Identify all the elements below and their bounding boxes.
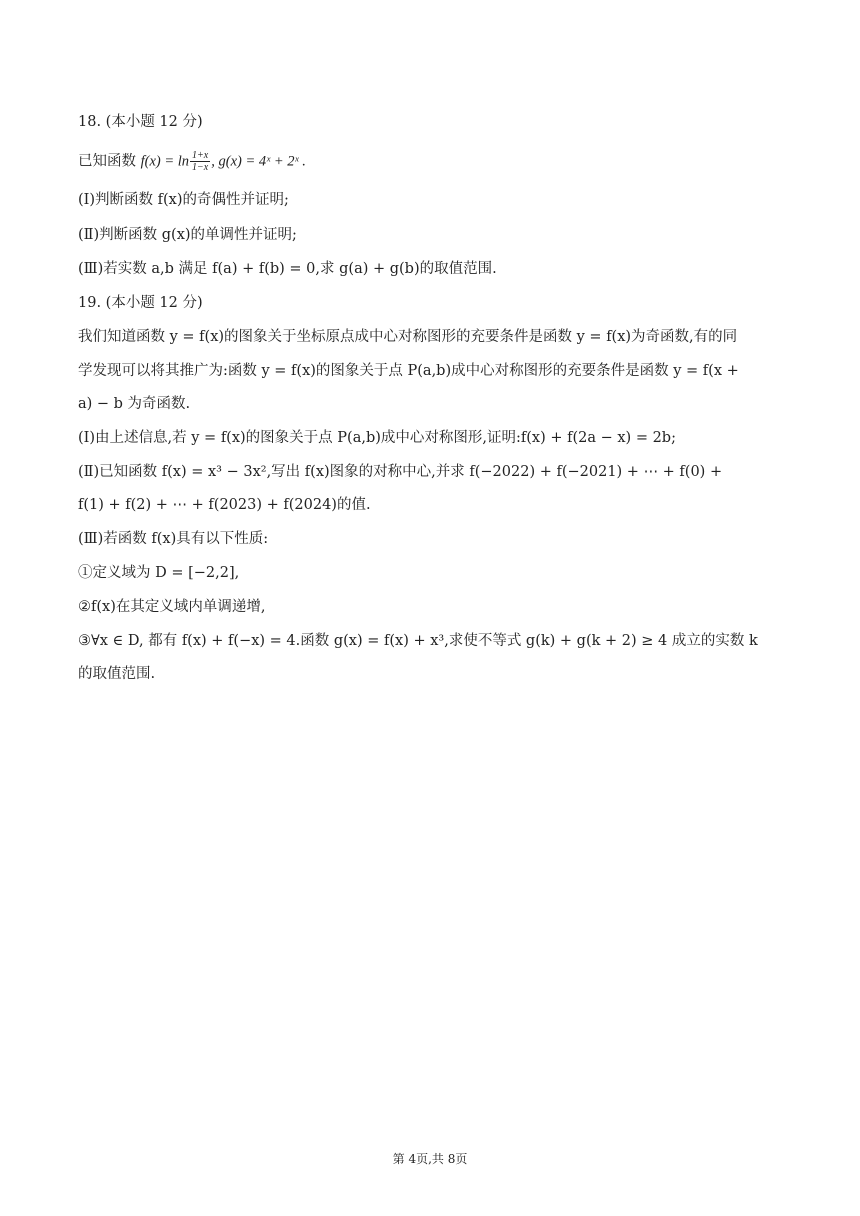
q18-fraction-denominator: 1−x	[192, 162, 209, 173]
q19-property1: ①定义域为 D = [−2,2],	[78, 565, 240, 581]
q19-part1: (Ⅰ)由上述信息,若 y = f(x)的图象关于点 P(a,b)成中心对称图形,证明:f(x) + f(2a − x) = 2b;	[78, 430, 676, 446]
q18-fraction	[190, 150, 210, 173]
q18-part2: (Ⅱ)判断函数 g(x)的单调性并证明;	[78, 227, 297, 243]
q19-part3: (Ⅲ)若函数 f(x)具有以下性质:	[78, 531, 269, 547]
q18-given-prefix: 已知函数	[78, 153, 141, 170]
q19-intro-line1: 我们知道函数 y = f(x)的图象关于坐标原点成中心对称图形的充要条件是函数 y = f(x)为奇函数,有的同	[78, 329, 738, 345]
q19-property3-continued: 的取值范围.	[78, 666, 156, 682]
q19-property2: ②f(x)在其定义域内单调递增,	[78, 599, 266, 615]
q19-header: 19. (本小题 12 分)	[78, 295, 203, 311]
q18-header: 18. (本小题 12 分)	[78, 114, 203, 130]
q19-intro-line3: a) − b 为奇函数.	[78, 396, 191, 412]
page-footer: 第 4页,共 8页	[392, 1152, 468, 1166]
q19-property3: ③∀x ∈ D, 都有 f(x) + f(−x) = 4.函数 g(x) = f(x) + x³,求使不等式 g(k) + g(k + 2) ≥ 4 成立的实数 k	[78, 633, 758, 649]
q18-g-definition: , g(x) = 4ˣ + 2ˣ .	[211, 153, 306, 170]
q18-f-definition: f(x) = ln	[140, 153, 190, 170]
q18-given	[78, 150, 306, 173]
q18-part1: (Ⅰ)判断函数 f(x)的奇偶性并证明;	[78, 192, 289, 208]
q19-part2-line2: f(1) + f(2) + ⋯ + f(2023) + f(2024)的值.	[78, 497, 371, 513]
q19-part2-line1: (Ⅱ)已知函数 f(x) = x³ − 3x²,写出 f(x)图象的对称中心,并求 f(−2022) + f(−2021) + ⋯ + f(0) +	[78, 464, 723, 480]
q18-fraction-numerator: 1+x	[192, 150, 209, 161]
q18-part3: (Ⅲ)若实数 a,b 满足 f(a) + f(b) = 0,求 g(a) + g(b)的取值范围.	[78, 261, 497, 277]
q19-intro-line2: 学发现可以将其推广为:函数 y = f(x)的图象关于点 P(a,b)成中心对称图形的充要条件是函数 y = f(x +	[78, 363, 739, 379]
